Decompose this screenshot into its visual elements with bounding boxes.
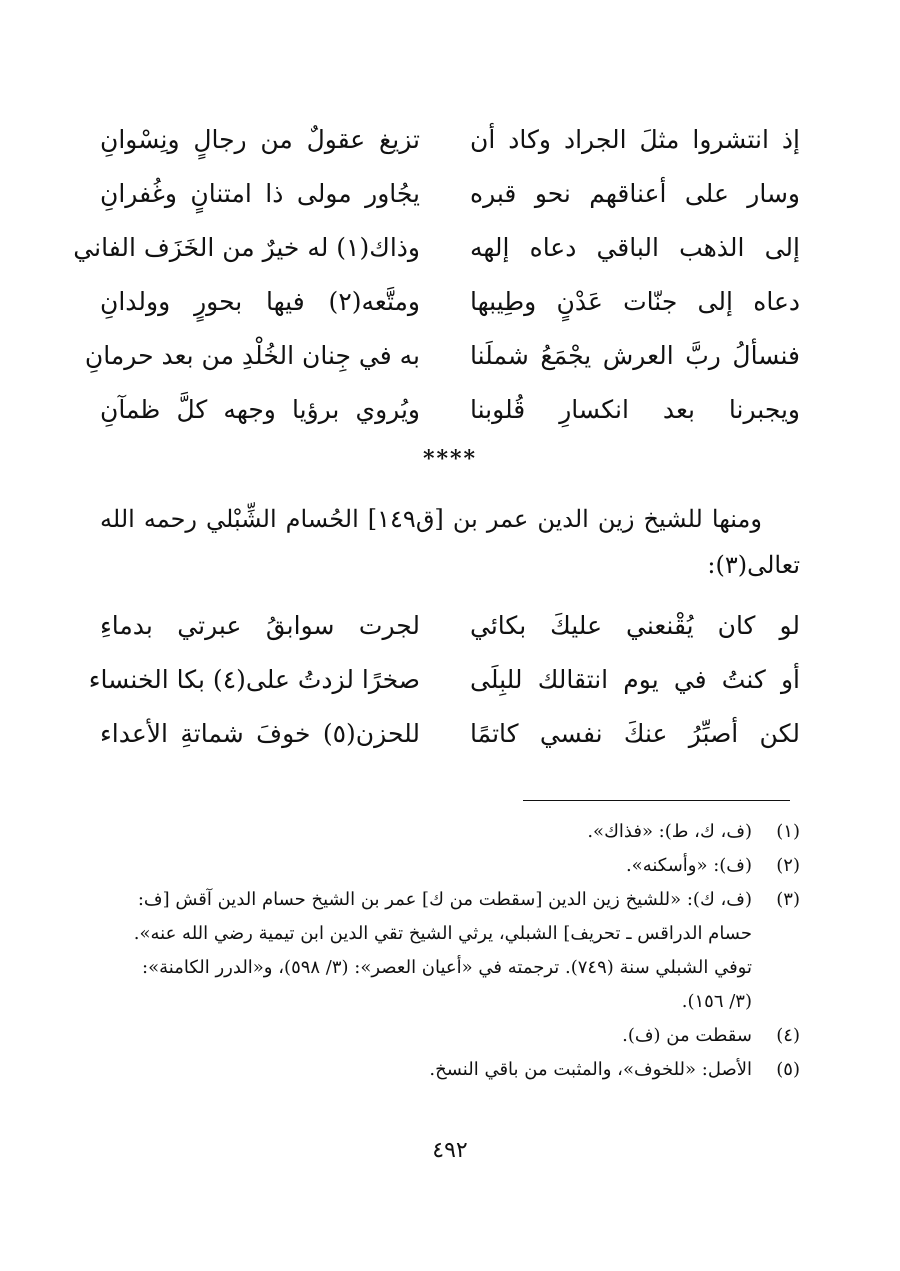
footnote xyxy=(100,1019,800,1053)
verse-second-hemistich: به في جِنان الخُلْدِ من بعد حرمانِ xyxy=(84,340,420,370)
footnote-number: (٢) xyxy=(776,855,800,876)
verse-first-hemistich: ويجبرنا بعد انكسارِ قُلوبنا xyxy=(470,394,800,424)
footnote-number: (٤) xyxy=(776,1025,800,1046)
verse xyxy=(100,598,800,652)
footnote-text: سقطت من (ف). xyxy=(622,1025,752,1046)
poem-1 xyxy=(73,112,800,436)
footnote-text: الأصل: «للخوف»، والمثبت من باقي النسخ. xyxy=(429,1059,752,1080)
footnote xyxy=(100,883,800,917)
footnote-text: توفي الشبلي سنة (٧٤٩). ترجمته في «أعيان العصر»: (٣/ ٥٩٨)، و«الدرر الكامنة»: xyxy=(142,957,752,978)
footnotes xyxy=(100,815,800,1087)
footnote-number: (١) xyxy=(776,821,800,842)
verse xyxy=(100,382,800,436)
verse-second-hemistich: يجُاور مولى ذا امتنانٍ وغُفرانِ xyxy=(100,178,420,208)
footnote xyxy=(100,1053,800,1087)
section-separator: **** xyxy=(422,446,478,472)
footnote-text: (٣/ ١٥٦). xyxy=(681,991,752,1012)
footnote-text: (ف، ك، ط): «فذاك». xyxy=(587,821,752,842)
footnote-text: (ف): «وأسكنه». xyxy=(625,855,752,876)
verse-first-hemistich: أو كنتُ في يوم انتقالك للبِلَى xyxy=(470,664,800,694)
footnote-continuation xyxy=(100,985,800,1019)
poem-2 xyxy=(88,598,800,760)
verse-first-hemistich: إلى الذهب الباقي دعاه إلهه xyxy=(470,232,800,262)
page-number: ٤٩٢ xyxy=(432,1138,468,1163)
footnote-continuation xyxy=(100,917,800,951)
intro-text: ومنها للشيخ زين الدين عمر بن [ق١٤٩] الحُسام الشِّبْلي رحمه الله تعالى(٣): xyxy=(100,505,800,579)
verse-first-hemistich: إذ انتشروا مثلَ الجراد وكاد أن xyxy=(470,124,800,154)
verse xyxy=(100,166,800,220)
verse-second-hemistich: للحزن(٥) خوفَ شماتةِ الأعداء xyxy=(100,718,420,748)
verse-second-hemistich: لجرت سوابقُ عبرتي بدماءِ xyxy=(100,610,420,640)
footnote xyxy=(100,815,800,849)
footnote-divider xyxy=(523,800,790,801)
footnote-continuation xyxy=(100,951,800,985)
verse xyxy=(100,274,800,328)
verse xyxy=(73,220,800,274)
verse xyxy=(100,112,800,166)
verse-second-hemistich: ويُروي برؤيا وجهه كلَّ ظمآنِ xyxy=(100,394,420,424)
verse-second-hemistich: تزيغ عقولٌ من رجالٍ ونِسْوانِ xyxy=(100,124,420,154)
verse xyxy=(100,706,800,760)
verse xyxy=(88,652,800,706)
verse-first-hemistich: فنسألُ ربَّ العرش يجْمَعُ شملَنا xyxy=(470,340,800,370)
footnote xyxy=(100,849,800,883)
verse-first-hemistich: لو كان يُقْنعني عليكَ بكائي xyxy=(470,610,800,640)
verse-second-hemistich: ومتَّعه(٢) فيها بحورٍ وولدانِ xyxy=(100,286,420,316)
footnote-number: (٣) xyxy=(776,889,800,910)
footnote-number: (٥) xyxy=(776,1059,800,1080)
verse-first-hemistich: لكن أصبِّرُ عنكَ نفسي كاتمًا xyxy=(470,718,800,748)
verse xyxy=(84,328,800,382)
footnote-text: حسام الدراقس ـ تحريف] الشبلي، يرثي الشيخ تقي الدين ابن تيمية رضي الله عنه». xyxy=(133,923,752,944)
footnote-text: (ف، ك): «للشيخ زين الدين [سقطت من ك] عمر بن الشيخ حسام الدين آقش [ف: xyxy=(137,889,752,910)
verse-first-hemistich: دعاه إلى جنّات عَدْنٍ وطِيبها xyxy=(470,286,800,316)
intro-paragraph xyxy=(100,496,800,588)
verse-first-hemistich: وسار على أعناقهم نحو قبره xyxy=(470,178,800,208)
verse-second-hemistich: صخرًا لزدتُ على(٤) بكا الخنساء xyxy=(88,664,420,694)
verse-second-hemistich: وذاك(١) له خيرٌ من الخَزَف الفاني xyxy=(73,232,420,262)
